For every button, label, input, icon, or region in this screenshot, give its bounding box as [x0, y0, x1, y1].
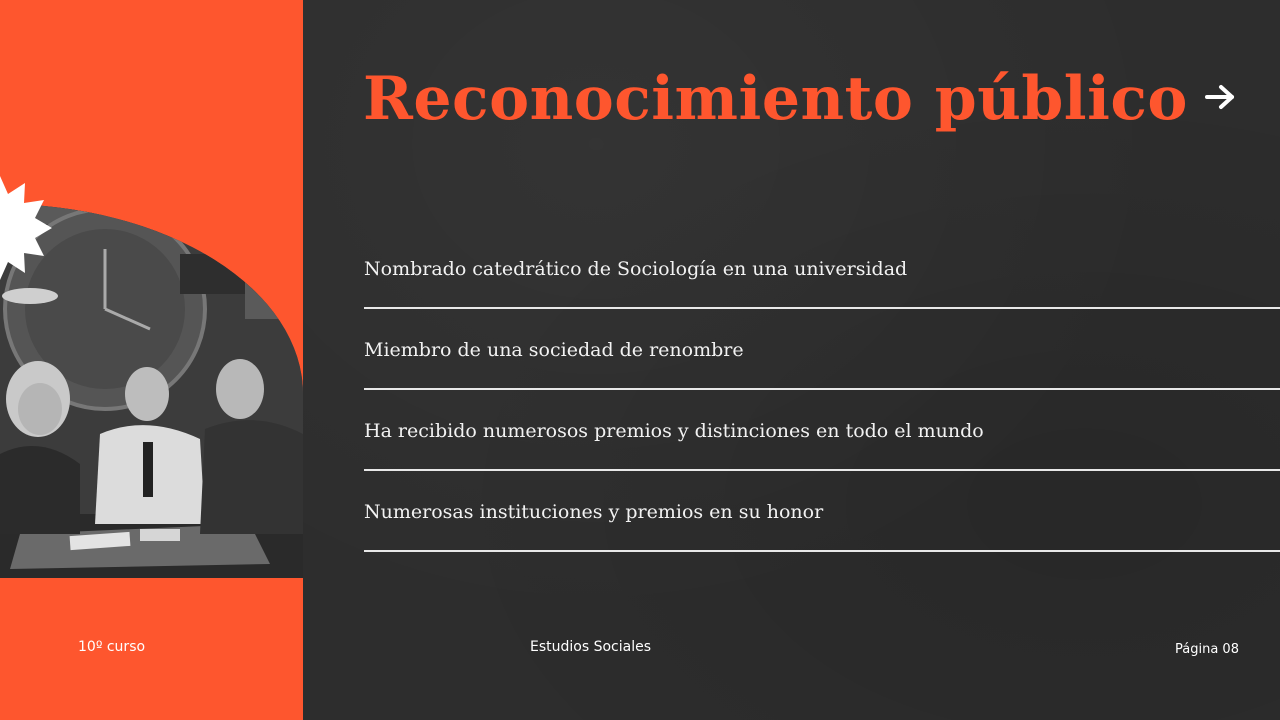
list-item: [364, 471, 1280, 552]
left-accent-panel: [0, 0, 303, 720]
list-item: [364, 228, 1280, 309]
list-item-text: Numerosas instituciones y premios en su honor: [364, 501, 824, 523]
arrow-right-icon[interactable]: [1204, 82, 1238, 112]
list-item-text: Ha recibido numerosos premios y distinciones en todo el mundo: [364, 420, 984, 442]
list-item-text: Miembro de una sociedad de renombre: [364, 339, 744, 361]
footer-subject: Estudios Sociales: [530, 639, 652, 655]
page-title: Reconocimiento público: [363, 64, 1188, 134]
list-item: [364, 390, 1280, 471]
list-item-text: Nombrado catedrático de Sociología en una universidad: [364, 258, 908, 280]
starburst-decoration-icon: [0, 176, 52, 280]
recognition-list: [364, 228, 1280, 552]
footer-page-number: Página 08: [1175, 642, 1239, 657]
list-item: [364, 309, 1280, 390]
footer-grade: 10º curso: [78, 639, 146, 655]
